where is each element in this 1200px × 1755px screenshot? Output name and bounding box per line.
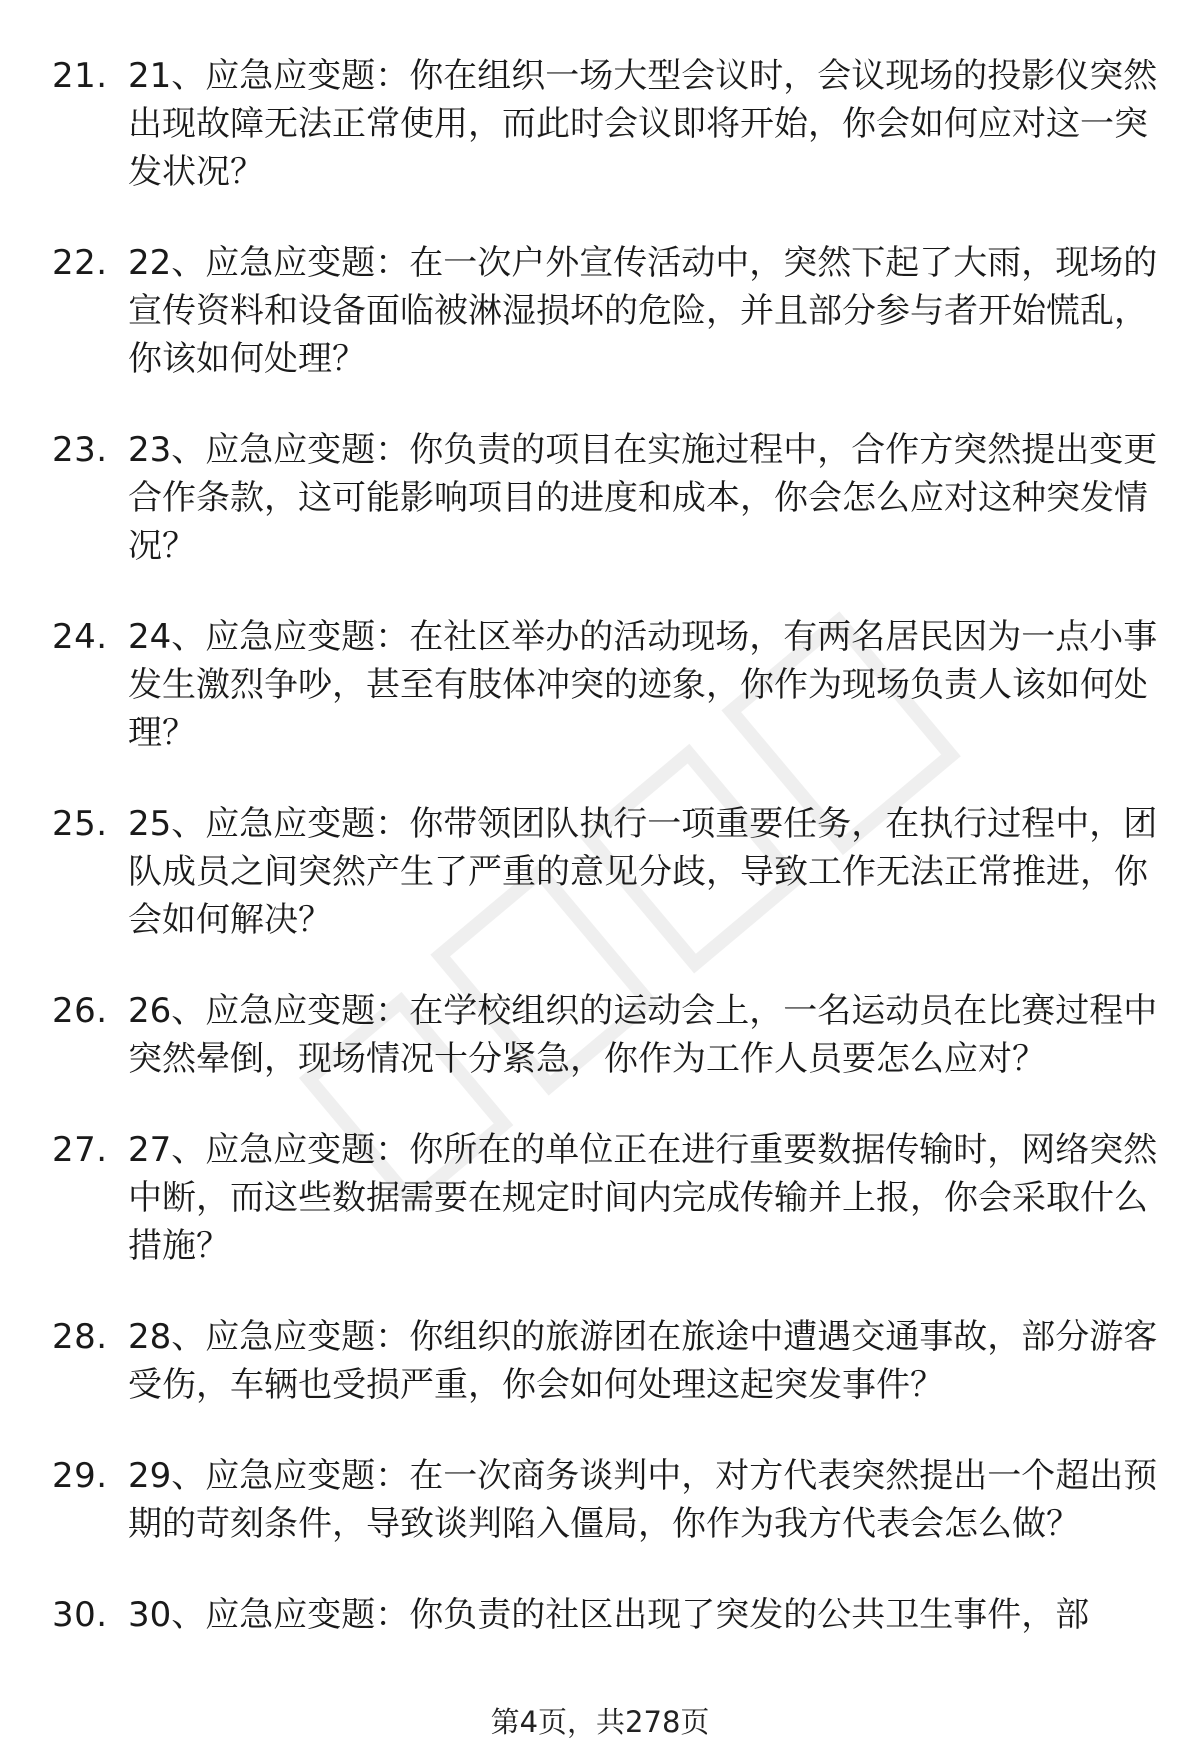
list-item (52, 1313, 1162, 1409)
item-number: 30. (52, 1595, 108, 1635)
item-number: 23. (52, 430, 108, 470)
list-item (52, 987, 1162, 1083)
item-text: 30、应急应变题：你负责的社区出现了突发的公共卫生事件，部 (128, 1595, 1090, 1635)
list-item (52, 613, 1162, 757)
item-text: 29、应急应变题：在一次商务谈判中，对方代表突然提出一个超出预期的苛刻条件，导致谈判陷入僵局，你作为我方代表会怎么做？ (128, 1456, 1158, 1544)
item-number: 27. (52, 1130, 108, 1170)
list-item (52, 1591, 1162, 1639)
list-item (52, 239, 1162, 383)
item-text: 24、应急应变题：在社区举办的活动现场，有两名居民因为一点小事发生激烈争吵，甚至有肢体冲突的迹象，你作为现场负责人该如何处理？ (128, 617, 1158, 753)
item-number: 25. (52, 804, 108, 844)
item-text: 27、应急应变题：你所在的单位正在进行重要数据传输时，网络突然中断，而这些数据需要在规定时间内完成传输并上报，你会采取什么措施？ (128, 1130, 1158, 1266)
item-number: 22. (52, 243, 108, 283)
item-text: 26、应急应变题：在学校组织的运动会上，一名运动员在比赛过程中突然晕倒，现场情况十分紧急，你作为工作人员要怎么应对？ (128, 991, 1158, 1079)
item-number: 29. (52, 1456, 108, 1496)
list-item (52, 1452, 1162, 1548)
item-number: 21. (52, 56, 108, 96)
item-text: 22、应急应变题：在一次户外宣传活动中，突然下起了大雨，现场的宣传资料和设备面临被淋湿损坏的危险，并且部分参与者开始慌乱，你该如何处理？ (128, 243, 1158, 379)
list-item (52, 1126, 1162, 1270)
item-number: 24. (52, 617, 108, 657)
list-item (52, 52, 1162, 196)
page-footer: 第4页，共278页 (490, 1705, 710, 1739)
item-text: 25、应急应变题：你带领团队执行一项重要任务，在执行过程中，团队成员之间突然产生了严重的意见分歧，导致工作无法正常推进，你会如何解决？ (128, 804, 1158, 940)
question-list (52, 52, 1162, 1639)
item-number: 26. (52, 991, 108, 1031)
item-text: 21、应急应变题：你在组织一场大型会议时，会议现场的投影仪突然出现故障无法正常使用，而此时会议即将开始，你会如何应对这一突发状况？ (128, 56, 1158, 192)
list-item (52, 426, 1162, 570)
list-item (52, 800, 1162, 944)
item-text: 28、应急应变题：你组织的旅游团在旅途中遭遇交通事故，部分游客受伤，车辆也受损严重，你会如何处理这起突发事件？ (128, 1317, 1158, 1405)
item-number: 28. (52, 1317, 108, 1357)
item-text: 23、应急应变题：你负责的项目在实施过程中，合作方突然提出变更合作条款，这可能影响项目的进度和成本，你会怎么应对这种突发情况？ (128, 430, 1158, 566)
